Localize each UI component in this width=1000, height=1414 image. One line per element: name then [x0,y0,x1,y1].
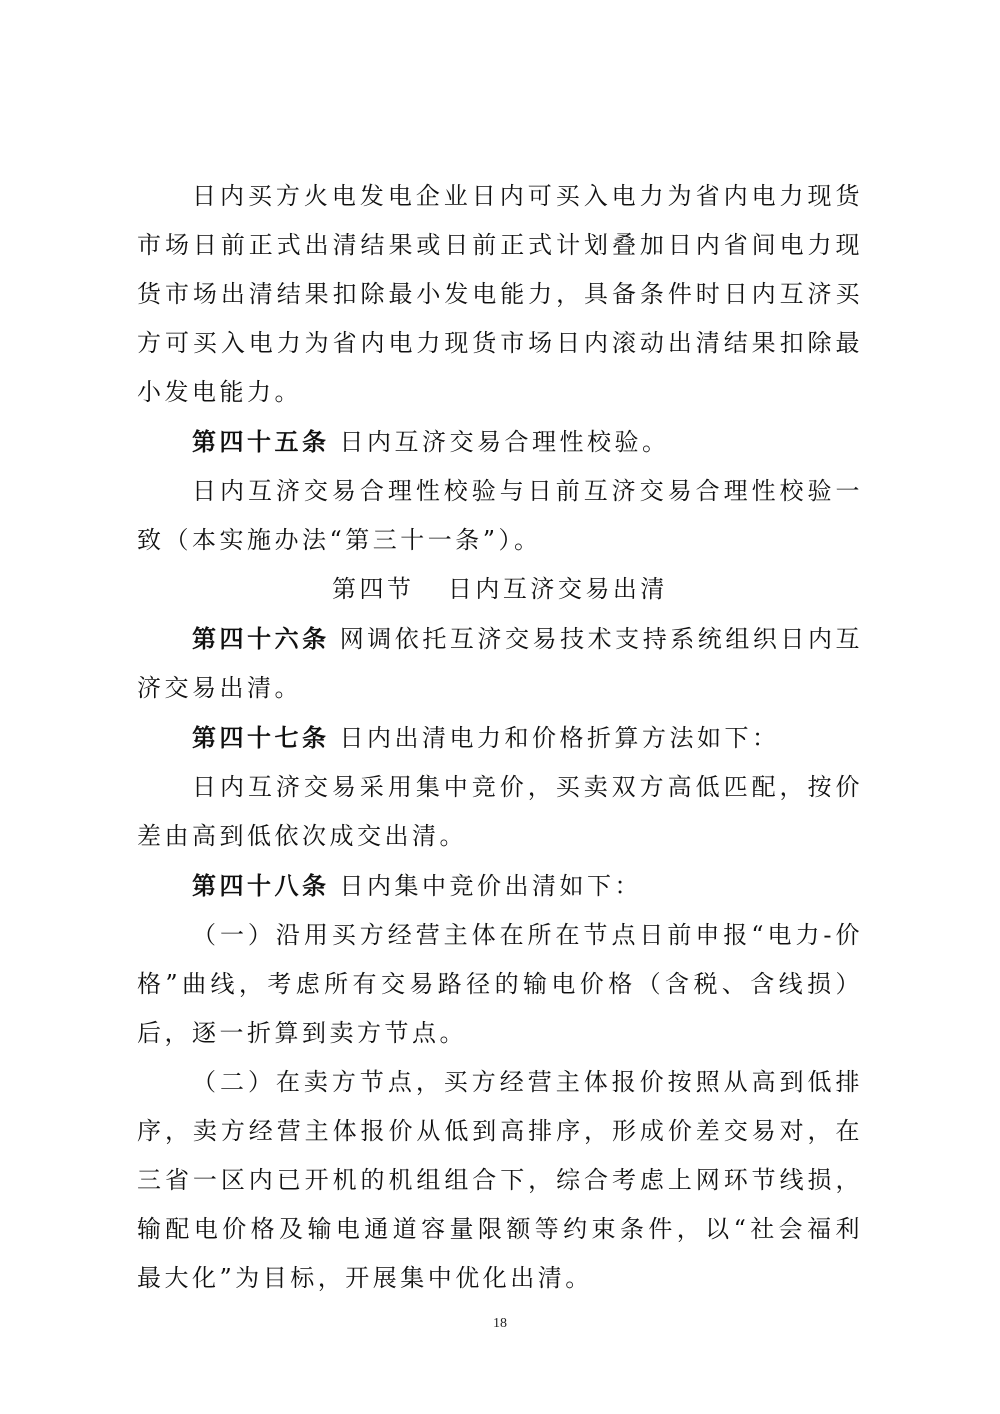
document-body [137,172,863,1303]
paragraph-validation: 日内互济交易合理性校验与日前互济交易合理性校验一致（本实施办法“第三十一条”）。 [137,477,863,554]
article-number: 第四十六条 [192,624,330,653]
article-45 [137,417,863,467]
article-number: 第四十八条 [192,871,330,900]
article-47 [137,713,863,763]
article-number: 第四十五条 [192,427,330,456]
paragraph-centralized-bidding: 日内互济交易采用集中竞价，买卖双方高低匹配，按价差由高到低依次成交出清。 [137,773,863,850]
page-number: 18 [493,1316,507,1331]
article-text: 日内互济交易合理性校验。 [339,428,670,456]
list-item-1: （一）沿用买方经营主体在所在节点日前申报“电力-价格”曲线，考虑所有交易路径的输电价格（含税、含线损）后，逐一折算到卖方节点。 [137,921,863,1047]
paragraph-intraday-buy-capacity: 日内买方火电发电企业日内可买入电力为省内电力现货市场日前正式出清结果或日前正式计划叠加日内省间电力现货市场出清结果扣除最小发电能力，具备条件时日内互济买方可买入电力为省内电力现货市场日内滚动出清结果扣除最小发电能力。 [137,182,863,406]
section-heading: 第四节 日内互济交易出清 [332,575,668,603]
article-number: 第四十七条 [192,723,330,752]
article-text: 网调依托互济交易技术支持系统组织日内互济交易出清。 [137,625,863,702]
article-text: 日内集中竞价出清如下： [339,872,642,900]
article-46 [137,614,863,713]
article-text: 日内出清电力和价格折算方法如下： [339,724,780,752]
article-48 [137,861,863,911]
list-item-2: （二）在卖方节点，买方经营主体报价按照从高到低排序，卖方经营主体报价从低到高排序，形成价差交易对，在三省一区内已开机的机组组合下，综合考虑上网环节线损，输配电价格及输电通道容量限额等约束条件，以“社会福利最大化”为目标，开展集中优化出清。 [137,1068,863,1292]
